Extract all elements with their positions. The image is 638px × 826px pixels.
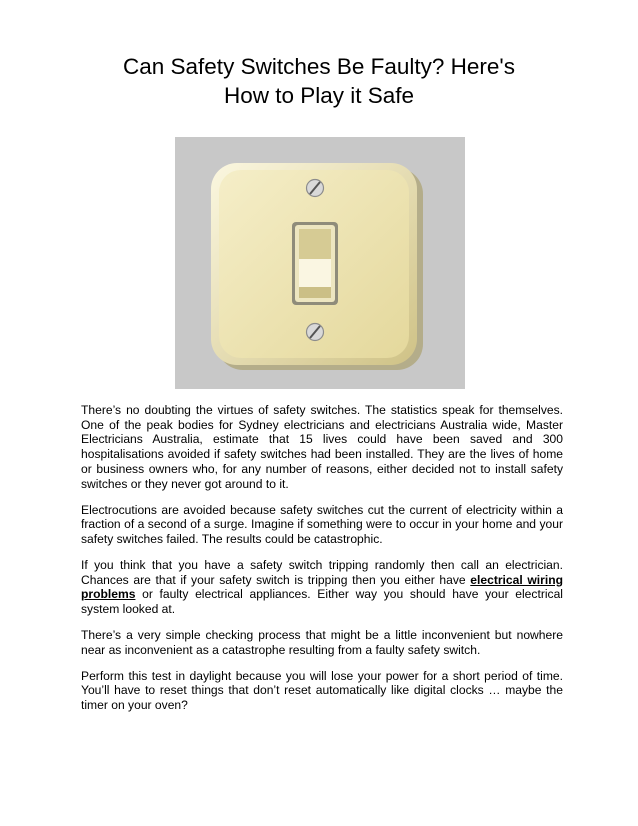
paragraph-1: There’s no doubting the virtues of safety switches. The statistics speak for themselves. One of the peak bodies for Sydney electricians and electricians Australia wide, Master Electricians Australia, estimate that 15 lives could have been saved and 300 hospitalisations avoided if safety switches had been installed. They are the lives of home or business owners who, for any number of reasons, either decided not to install safety switches or they never got around to it.: [81, 403, 563, 491]
paragraph-2: Electrocutions are avoided because safety switches cut the current of electricity within a fraction of a second of a surge. Imagine if something were to occur in your home and your safety switches failed. The results could be catastrophic.: [81, 502, 563, 546]
article-title-line-2: How to Play it Safe: [223, 83, 415, 108]
screw-icon-top: [307, 180, 324, 197]
article-body: [81, 403, 563, 724]
paragraph-4: There’s a very simple checking process that might be a little inconvenient but nowhere near as inconvenient as a catastrophe resulting from a faulty safety switch.: [81, 628, 563, 657]
paragraph-3-text-after: or faulty electrical appliances. Either way you should have your electrical system looked at.: [81, 587, 563, 617]
toggle-switch: [292, 222, 338, 305]
light-switch-icon: [175, 137, 465, 389]
paragraph-3: [81, 558, 563, 617]
article-title: [80, 52, 558, 110]
electrical-wiring-problems-link[interactable]: electrical wiring problems: [81, 572, 563, 602]
paragraph-5: Perform this test in daylight because you will lose your power for a short period of time. You’ll have to reset things that don’t reset automatically like digital clocks … maybe the timer on your oven?: [81, 668, 563, 713]
paragraph-3-text-before: If you think that you have a safety switch tripping randomly then call an electrician. Chances are that if your safety switch is tripping then you either have: [81, 557, 563, 587]
article-title-line-1: Can Safety Switches Be Faulty? Here's: [123, 54, 515, 79]
screw-icon-bottom: [307, 324, 324, 341]
